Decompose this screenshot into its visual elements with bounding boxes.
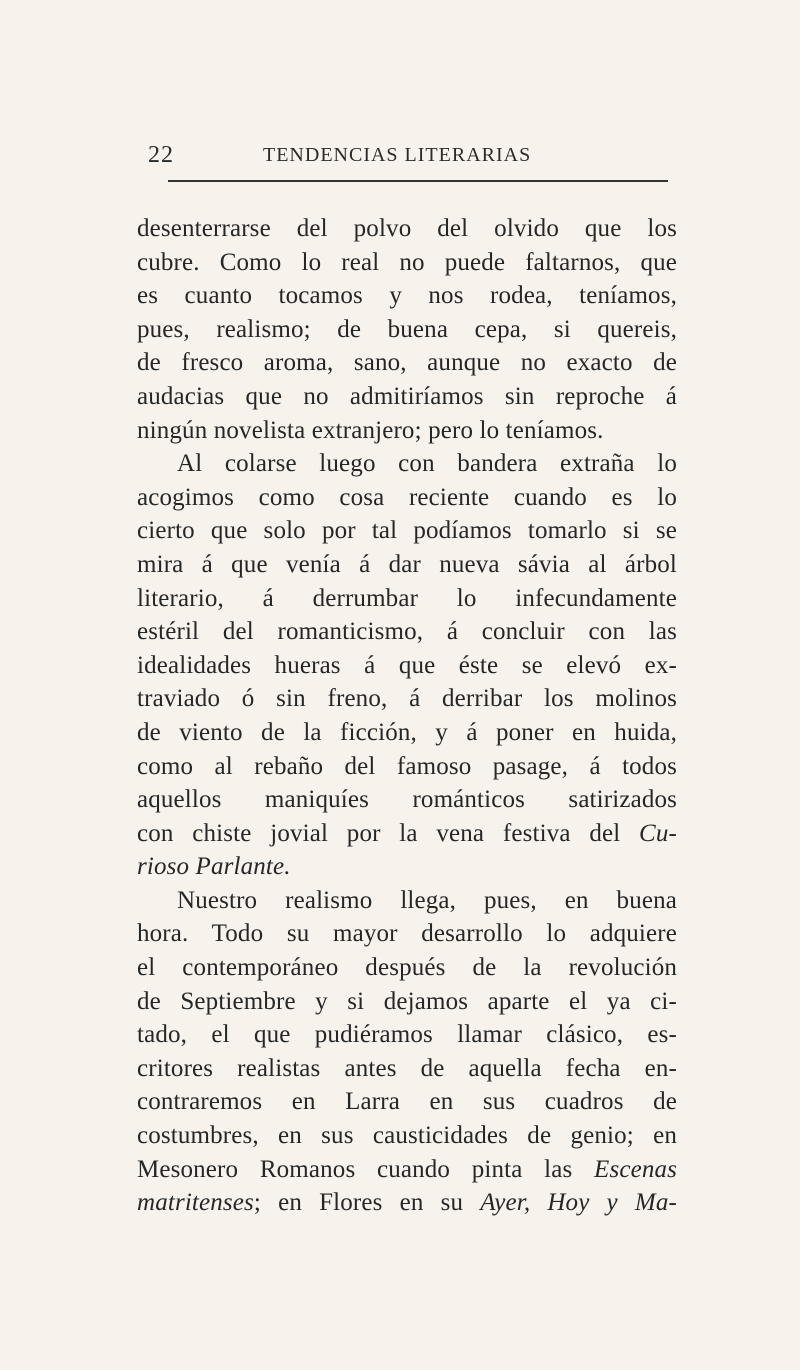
text-line [137,1186,677,1220]
text-line: cubre. Como lo real no puede faltarnos, que [137,248,677,276]
page-header [148,142,668,170]
text-fragment [137,1189,463,1216]
text-line: el contemporáneo después de la revolución [137,954,677,982]
text-line: aquellos maniquíes románticos satirizados [137,786,677,814]
text-line: idealidades hueras á que éste se elevó ex- [137,651,677,679]
text-line: de Septiembre y si dejamos aparte el ya ci- [137,987,677,1015]
text-line: es cuanto tocamos y nos rodea, teníamos, [137,282,677,310]
text-line: cierto que solo por tal podíamos tomarlo si se [137,517,677,545]
text-line: tado, el que pudiéramos llamar clásico, es- [137,1021,677,1049]
text-line: costumbres, en sus causticidades de genio; en [137,1122,677,1150]
italic-fragment: Ayer, Hoy y Ma- [480,1189,677,1217]
text-line [137,1153,677,1187]
italic-fragment: matritenses [137,1189,254,1217]
text-line: acogimos como cosa reciente cuando es lo [137,483,677,511]
page-number: 22 [148,142,174,168]
text-fragment: Mesonero Romanos cuando pinta las [137,1155,573,1183]
text-line: ningún novelista extranjero; pero lo teníamos. [137,416,604,444]
text-line: Al colarse luego con bandera extraña lo [177,450,677,478]
text-line: de fresco aroma, sano, aunque no exacto de [137,349,677,377]
text-line: audacias que no admitiríamos sin reproche á [137,382,677,410]
body-text [137,212,677,1220]
text-line: desenterrarse del polvo del olvido que los [137,215,677,242]
text-fragment: ; en Flores en su [253,1189,464,1217]
text-fragment: con chiste jovial por la vena festiva del [137,819,621,847]
italic-fragment: Escenas [594,1155,678,1183]
text-line: critores realistas antes de aquella fecha en- [137,1054,677,1082]
italic-fragment: Cu- [639,819,677,847]
text-line [137,817,677,851]
text-line: literario, á derrumbar lo infecundamente [137,584,677,612]
running-head: TENDENCIAS LITERARIAS [263,144,532,166]
text-line: de viento de la ficción, y á poner en huida, [137,718,677,746]
text-line: mira á que venía á dar nueva sávia al árbol [137,550,677,578]
text-line: pues, realismo; de buena cepa, si quereis, [137,315,677,343]
header-rule [168,180,668,182]
text-line [137,850,677,884]
text-line: estéril del romanticismo, á concluir con las [137,618,677,646]
text-line: como al rebaño del famoso pasage, á todos [137,752,677,780]
text-line: contraremos en Larra en sus cuadros de [137,1088,677,1116]
text-line: traviado ó sin freno, á derribar los molinos [137,685,677,713]
text-line: Nuestro realismo llega, pues, en buena [177,886,677,914]
text-line: hora. Todo su mayor desarrollo lo adquiere [137,920,677,948]
italic-fragment: rioso Parlante. [137,853,291,881]
